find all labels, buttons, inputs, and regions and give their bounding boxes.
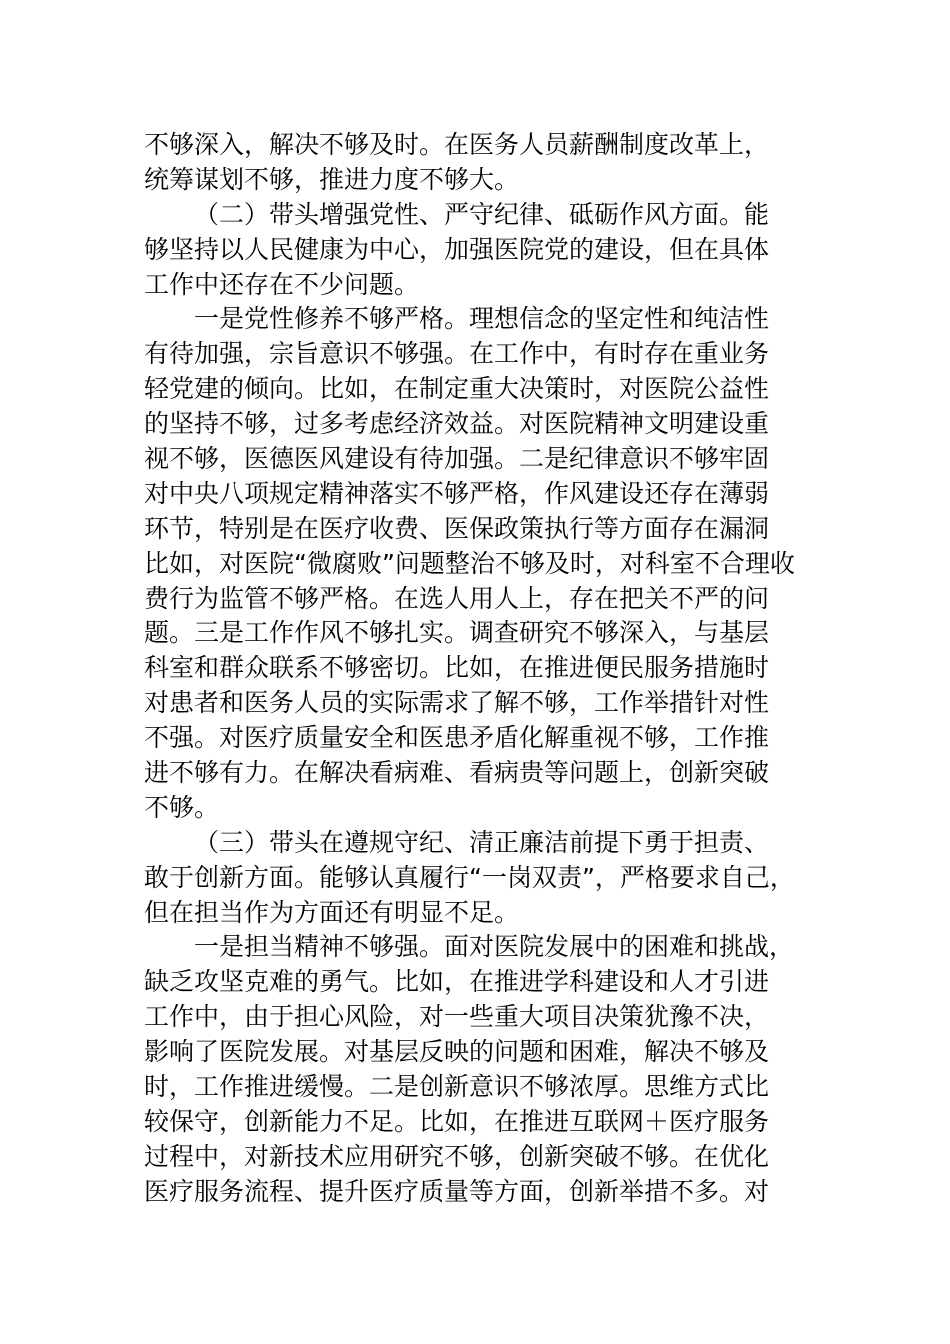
text-line: 不强。对医疗质量安全和医患矛盾化解重视不够，工作推 <box>144 723 770 753</box>
text-line: 比如，对医院“微腐败”问题整治不够及时，对科室不合理收 <box>144 548 795 578</box>
text-line: 不够。 <box>144 792 220 822</box>
text-line: 费行为监管不够严格。在选人用人上，存在把关不严的问 <box>144 583 770 613</box>
document-body-text <box>144 128 824 1210</box>
text-line: 过程中，对新技术应用研究不够，创新突破不够。在优化 <box>144 1141 770 1171</box>
text-line: 对中央八项规定精神落实不够严格，作风建设还存在薄弱 <box>144 478 770 508</box>
text-line: 进不够有力。在解决看病难、看病贵等问题上，创新突破 <box>144 758 770 788</box>
text-line: 不够深入，解决不够及时。在医务人员薪酬制度改革上， <box>144 130 770 159</box>
text-line: 但在担当作为方面还有明显不足。 <box>144 897 520 927</box>
text-line: 时，工作推进缓慢。二是创新意识不够浓厚。思维方式比 <box>144 1072 770 1102</box>
text-line: 影响了医院发展。对基层反映的问题和困难，解决不够及 <box>144 1037 770 1067</box>
text-line: 视不够，医德医风建设有待加强。二是纪律意识不够牢固 <box>144 444 770 474</box>
text-line: 有待加强，宗旨意识不够强。在工作中，有时存在重业务 <box>144 339 770 369</box>
text-line: 科室和群众联系不够密切。比如，在推进便民服务措施时 <box>144 653 770 683</box>
text-line: 缺乏攻坚克难的勇气。比如，在推进学科建设和人才引进 <box>144 967 770 997</box>
text-line: 的坚持不够，过多考虑经济效益。对医院精神文明建设重 <box>144 409 770 439</box>
text-line: （二）带头增强党性、严守纪律、砥砺作风方面。能 <box>194 199 770 229</box>
text-line: 较保守，创新能力不足。比如，在推进互联网＋医疗服务 <box>144 1106 770 1136</box>
text-line: 够坚持以人民健康为中心，加强医院党的建设，但在具体 <box>144 234 770 264</box>
text-line: 环节，特别是在医疗收费、医保政策执行等方面存在漏洞 <box>144 513 770 543</box>
text-line: 工作中还存在不少问题。 <box>144 269 420 299</box>
text-line: 医疗服务流程、提升医疗质量等方面，创新举措不多。对 <box>144 1176 770 1206</box>
text-line: 工作中，由于担心风险，对一些重大项目决策犹豫不决， <box>144 1002 770 1032</box>
text-line: 题。三是工作作风不够扎实。调查研究不够深入，与基层 <box>144 618 770 648</box>
text-line: 对患者和医务人员的实际需求了解不够，工作举措针对性 <box>144 688 770 718</box>
text-line: 一是党性修养不够严格。理想信念的坚定性和纯洁性 <box>194 304 770 334</box>
text-line: （三）带头在遵规守纪、清正廉洁前提下勇于担责、 <box>194 827 770 857</box>
text-line: 敢于创新方面。能够认真履行“一岗双责”，严格要求自己， <box>144 862 795 892</box>
text-line: 统筹谋划不够，推进力度不够大。 <box>144 164 520 194</box>
text-line: 轻党建的倾向。比如，在制定重大决策时，对医院公益性 <box>144 374 770 404</box>
text-line: 一是担当精神不够强。面对医院发展中的困难和挑战， <box>194 932 795 962</box>
